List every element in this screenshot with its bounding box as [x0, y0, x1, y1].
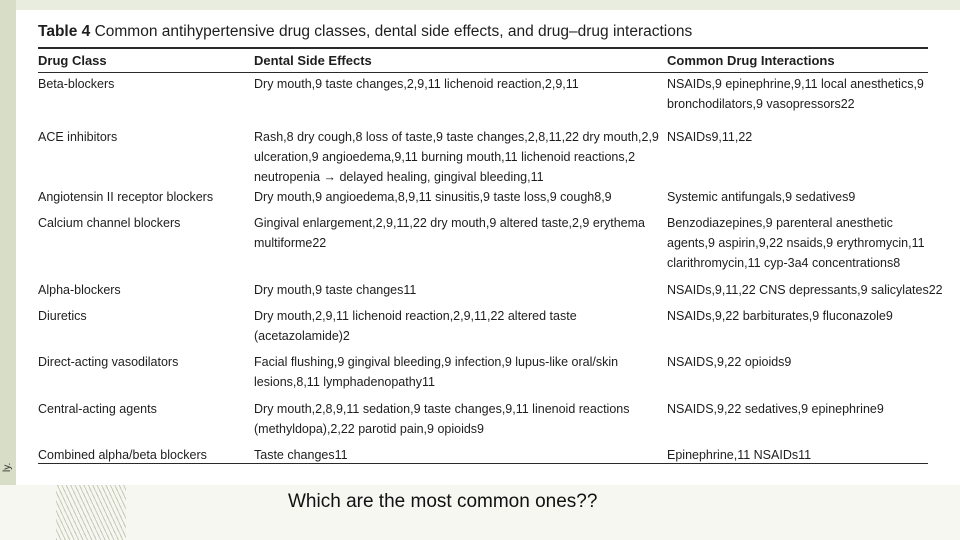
cell-drug-class: Direct-acting vasodilators [38, 355, 179, 369]
cell-side-effects-line: Dry mouth,2,9,11 lichenoid reaction,2,9,11,22 altered taste [254, 309, 577, 323]
cell-interactions-line: clarithromycin,11 cyp-3a4 concentrations8 [667, 256, 901, 270]
cell-interactions-line: bronchodilators,9 vasopressors22 [667, 97, 855, 111]
cell-interactions-line: NSAIDs,9,11,22 CNS depressants,9 salicylates22 [667, 283, 943, 297]
header-drug-interactions: Common Drug Interactions [667, 53, 835, 68]
table-caption-label: Table 4 [38, 23, 91, 40]
cell-side-effects-line: lesions,8,11 lymphadenopathy11 [254, 375, 435, 389]
cell-interactions-line: Epinephrine,11 NSAIDs11 [667, 448, 812, 462]
cell-side-effects-line: Gingival enlargement,2,9,11,22 dry mouth,9 altered taste,2,9 erythema [254, 216, 645, 230]
table-caption-text: Common antihypertensive drug classes, dental side effects, and drug–drug interactions [94, 23, 693, 40]
stripe-decoration [56, 485, 126, 540]
cell-side-effects-line: multiforme22 [254, 236, 327, 250]
cell-side-effects-line: (acetazolamide)2 [254, 329, 350, 343]
cell-interactions-line: NSAIDs9,11,22 [667, 130, 753, 144]
cell-side-effects-line: Dry mouth,9 taste changes11 [254, 283, 417, 297]
cell-drug-class: Angiotensin II receptor blockers [38, 190, 214, 204]
top-decor-band [0, 0, 960, 10]
side-cutoff-text: ly. [2, 462, 13, 472]
table-top-rule [38, 47, 928, 49]
table-document [20, 10, 948, 485]
cell-side-effects-line: Dry mouth,9 taste changes,2,9,11 lichenoid reaction,2,9,11 [254, 77, 579, 91]
cell-drug-class: Calcium channel blockers [38, 216, 181, 230]
cell-side-effects-line: Taste changes11 [254, 448, 348, 462]
table-caption [38, 23, 692, 41]
cell-interactions-line: Systemic antifungals,9 sedatives9 [667, 190, 856, 204]
cell-side-effects-line: ulceration,9 angioedema,9,11 burning mouth,11 lichenoid reactions,2 [254, 150, 636, 164]
header-drug-class: Drug Class [38, 53, 107, 68]
header-dental-side-effects: Dental Side Effects [254, 53, 372, 68]
table-bottom-rule [38, 463, 928, 464]
cell-side-effects-line: (methyldopa),2,22 parotid pain,9 opioids9 [254, 422, 485, 436]
cell-side-effects-line: Dry mouth,9 angioedema,8,9,11 sinusitis,9 taste loss,9 cough8,9 [254, 190, 612, 204]
cell-interactions-line: agents,9 aspirin,9,22 nsaids,9 erythromycin,11 [667, 236, 925, 250]
cell-side-effects-line: Dry mouth,2,8,9,11 sedation,9 taste changes,9,11 linenoid reactions [254, 402, 630, 416]
cell-interactions-line: NSAIDS,9,22 opioids9 [667, 355, 792, 369]
cell-interactions-line: NSAIDS,9,22 sedatives,9 epinephrine9 [667, 402, 884, 416]
cell-side-effects-line: Facial flushing,9 gingival bleeding,9 infection,9 lupus-like oral/skin [254, 355, 619, 369]
cell-drug-class: Central-acting agents [38, 402, 157, 416]
cell-drug-class: Combined alpha/beta blockers [38, 448, 207, 462]
left-decor-band [0, 0, 16, 540]
cell-interactions-line: Benzodiazepines,9 parenteral anesthetic [667, 216, 893, 230]
cell-side-effects-line: neutropenia → delayed healing, gingival bleeding,11 [254, 170, 544, 184]
table-header-rule [38, 72, 928, 73]
cell-interactions-line: NSAIDs,9 epinephrine,9,11 local anesthetics,9 [667, 77, 924, 91]
slide-question: Which are the most common ones?? [288, 491, 598, 512]
cell-side-effects-line: Rash,8 dry cough,8 loss of taste,9 taste changes,2,8,11,22 dry mouth,2,9 [254, 130, 659, 144]
cell-drug-class: Diuretics [38, 309, 87, 323]
cell-drug-class: ACE inhibitors [38, 130, 118, 144]
cell-drug-class: Beta-blockers [38, 77, 115, 91]
cell-interactions-line: NSAIDs,9,22 barbiturates,9 fluconazole9 [667, 309, 893, 323]
cell-drug-class: Alpha-blockers [38, 283, 121, 297]
